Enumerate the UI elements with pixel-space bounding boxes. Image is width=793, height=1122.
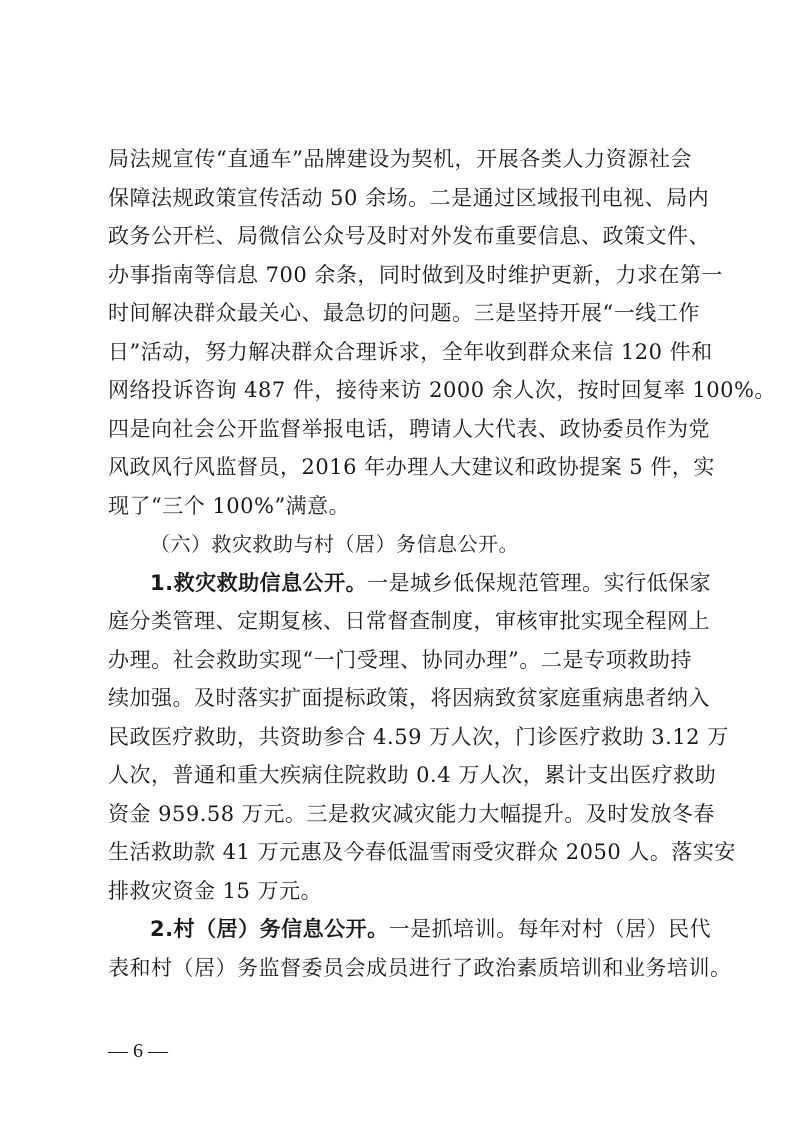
paragraph-line: 日”活动，努力解决群众合理诉求，全年收到群众来信 120 件和 <box>108 339 713 364</box>
paragraph-line: 网络投诉咨询 487 件，接待来访 2000 余人次，按时回复率 100%。 <box>108 378 776 402</box>
paragraph-line: 局法规宣传“直通车”品牌建设为契机，开展各类人力资源社会 <box>108 147 692 171</box>
paragraph-line: 民政医疗救助，共资助参合 4.59 万人次，门诊医疗救助 3.12 万 <box>108 724 729 749</box>
paragraph-line: 排救灾资金 15 万元。 <box>108 878 323 903</box>
paragraph-line: 现了“三个 100%”满意。 <box>108 493 351 518</box>
paragraph-line: 时间解决群众最关心、最急切的问题。三是坚持开展“一线工作 <box>108 301 700 325</box>
paragraph-line: 续加强。及时落实扩面提标政策，将因病致贫家庭重病患者纳入 <box>108 686 710 710</box>
paragraph-line: 资金 959.58 万元。三是救灾减灾能力大幅提升。及时发放冬春 <box>108 801 715 826</box>
paragraph-line: 庭分类管理、定期复核、日常督查制度，审核审批实现全程网上 <box>108 609 710 633</box>
item-2-title: 2.村（居）务信息公开。 <box>150 917 389 941</box>
page-number: — 6 — <box>108 1040 168 1062</box>
item-2-text: 一是抓培训。每年对村（居）民代 <box>388 917 712 941</box>
paragraph-line: 政务公开栏、局微信公众号及时对外发布重要信息、政策文件、 <box>108 224 710 248</box>
paragraph-line: 办事指南等信息 700 余条，同时做到及时维护更新，力求在第一 <box>108 262 723 287</box>
paragraph-line: 表和村（居）务监督委员会成员进行了政治素质培训和业务培训。 <box>108 955 732 980</box>
paragraph-line: 风政风行风监督员，2016 年办理人大建议和政协提案 5 件，实 <box>108 455 715 479</box>
item-1-text: 一是城乡低保规范管理。实行低保家 <box>367 570 712 595</box>
paragraph-line: 四是向社会公开监督举报电话，聘请人大代表、政协委员作为党 <box>108 416 710 441</box>
item-1-title: 1.救灾救助信息公开。 <box>150 570 368 595</box>
paragraph-line: 生活救助款 41 万元惠及今春低温雪雨受灾群众 2050 人。落实安 <box>108 840 736 864</box>
item-1-first-line <box>108 564 712 603</box>
paragraph-line: 人次，普通和重大疾病住院救助 0.4 万人次，累计支出医疗救助 <box>108 763 717 787</box>
item-2-first-line <box>108 910 712 949</box>
section-heading: （六）救灾救助与村（居）务信息公开。 <box>150 532 519 556</box>
paragraph-line: 办理。社会救助实现“一门受理、协同办理”。二是专项救助持 <box>108 647 692 672</box>
body-text <box>108 140 776 987</box>
paragraph-line: 保障法规政策宣传活动 50 余场。二是通过区域报刊电视、局内 <box>108 185 710 210</box>
